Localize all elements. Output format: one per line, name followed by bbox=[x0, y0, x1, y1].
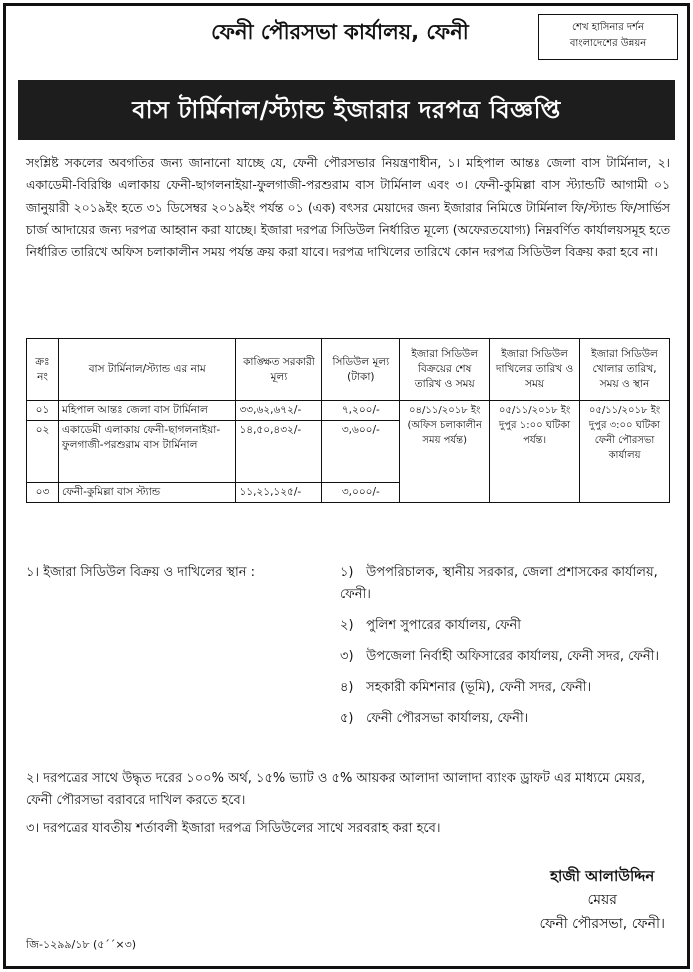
cell-price: ১১,২১,১২৫/- bbox=[236, 483, 322, 503]
header-price: কাঙ্ক্ষিত সরকারী মূল্য bbox=[236, 339, 322, 401]
list-item bbox=[340, 646, 670, 668]
cell-serial: ০১ bbox=[27, 401, 59, 421]
cell-serial: ০৩ bbox=[27, 483, 59, 503]
place-text: উপপরিচালক, স্থানীয় সরকার, জেলা প্রশাসকের কার্যালয়, ফেনী। bbox=[340, 565, 658, 602]
cell-name: একাডেমী এলাকায় ফেনী-ছাগলনাইয়া-ফুলগাজী-পরশুরাম বাস টার্মিনাল bbox=[58, 421, 236, 483]
cell-submission: ০৫/১১/২০১৮ ইং দুপুর ১:০০ ঘটিকা পর্যন্ত। bbox=[490, 401, 580, 503]
header-name: বাস টার্মিনাল/স্ট্যান্ড এর নাম bbox=[58, 339, 236, 401]
cell-opening: ০৫/১১/২০১৮ ইং দুপুর ৩:০০ ঘটিকা ফেনী পৌরসভা কার্যালয় bbox=[580, 401, 670, 503]
slogan-line-2: বাংলাদেশের উন্নয়ন bbox=[569, 38, 647, 49]
office-title: ফেনী পৌরসভা কার্যালয়, ফেনী bbox=[211, 20, 469, 44]
condition-3: ৩। দরপত্রের যাবতীয় শর্তাবলী ইজারা দরপত্র সিডিউলের সাথে সরবরাহ করা হবে। bbox=[26, 821, 441, 836]
header-schedule-price: সিডিউল মূল্য (টাকা) bbox=[322, 339, 400, 401]
cell-schedule-price: ৩,৬০০/- bbox=[322, 421, 400, 483]
place-number: ৫) bbox=[340, 711, 354, 726]
place-text: সহকারী কমিশনার (ভূমি), ফেনী সদর, ফেনী। bbox=[366, 680, 592, 695]
place-number: ৪) bbox=[340, 680, 354, 695]
place-text: পুলিশ সুপারের কার্যালয়, ফেনী bbox=[366, 618, 522, 633]
signatory-name: হাজী আলাউদ্দিন bbox=[550, 867, 655, 885]
header-sale-end: ইজারা সিডিউল বিক্রয়ের শেষ তারিখ ও সময় bbox=[400, 339, 490, 401]
intro-paragraph: সংশ্লিষ্ট সকলের অবগতির জন্য জানানো যাচ্ছে যে, ফেনী পৌরসভার নিয়ন্ত্রণাধীন, ১। মহিপাল আন্তঃ জেলা বাস টার্মিনাল, ২। একাডেমী-বিরিঞ্চি এলাকায় ফেনী-ছাগলনাইয়া-ফুলগাজী-পরশুরাম বাস টার্মিনাল এবং ৩। ফেনী-কুমিল্লা বাস স্ট্যান্ডটি আগামী ০১ জানুয়ারী ২০১৯ইং হতে ৩১ ডিসেম্বর ২০১৯ইং পর্যন্ত ০১ (এক) বৎসর মেয়াদের জন্য ইজারার নিমিত্তে টার্মিনাল ফি/স্ট্যান্ড ফি/সার্ভিস চার্জ আদায়ের জন্য দরপত্র আহ্বান করা যাচ্ছে। ইজারা দরপত্র সিডিউল নির্ধারিত মূল্যে (অফেরতযোগ্য) নিম্নবর্ণিত কার্যালয়সমূহ হতে নির্ধারিত তারিখে অফিস চলাকালীন সময় পর্যন্ত ক্রয় করা যাবে। দরপত্র দাখিলের তারিখে কোন দরপত্র সিডিউল বিক্রয় করা হবে না। bbox=[26, 155, 670, 260]
place-number: ৩) bbox=[340, 649, 354, 664]
table-header-row bbox=[27, 339, 670, 401]
cell-price: ৩৩,৬২,৬৭২/- bbox=[236, 401, 322, 421]
condition-2: ২। দরপত্রের সাথে উদ্ধৃত দরের ১০০% অর্থ, ১৫% ভ্যাট ও ৫% আয়কর আলাদা আলাদা ব্যাংক ড্রাফট এর মাধ্যমে মেয়র, ফেনী পৌরসভা বরাবরে দাখিল করতে হবে। bbox=[26, 771, 646, 808]
table-row bbox=[27, 401, 670, 421]
list-item bbox=[340, 708, 670, 730]
condition-1-heading: ১। ইজারা সিডিউল বিক্রয় ও দাখিলের স্থান : bbox=[26, 565, 255, 580]
signature-block bbox=[539, 864, 665, 936]
list-item bbox=[340, 562, 670, 606]
cell-serial: ০২ bbox=[27, 421, 59, 483]
place-text: ফেনী পৌরসভা কার্যালয়, ফেনী। bbox=[366, 711, 529, 726]
cell-name: ফেনী-কুমিল্লা বাস স্ট্যান্ড bbox=[58, 483, 236, 503]
header-opening: ইজারা সিডিউল খোলার তারিখ, সময় ও স্থান bbox=[580, 339, 670, 401]
reference-number: জি-১২৯৯/১৮ (৫´´×৩) bbox=[26, 938, 137, 951]
signatory-office: ফেনী পৌরসভা, ফেনী। bbox=[539, 916, 665, 932]
cell-name: মহিপাল আন্তঃ জেলা বাস টার্মিনাল bbox=[58, 401, 236, 421]
place-number: ১) bbox=[340, 565, 354, 580]
cell-schedule-price: ৭,২০০/- bbox=[322, 401, 400, 421]
slogan-box bbox=[538, 14, 678, 60]
list-item bbox=[340, 615, 670, 637]
header-submission: ইজারা সিডিউল দাখিলের তারিখ ও সময় bbox=[490, 339, 580, 401]
tender-table bbox=[26, 338, 670, 503]
place-text: উপজেলা নির্বাহী অফিসারের কার্যালয়, ফেনী সদর, ফেনী। bbox=[366, 649, 660, 664]
cell-price: ১৪,৫০,৪৩২/- bbox=[236, 421, 322, 483]
cell-schedule-price: ৩,০০০/- bbox=[322, 483, 400, 503]
notice-banner: বাস টার্মিনাল/স্ট্যান্ড ইজারার দরপত্র বিজ্ঞপ্তি bbox=[18, 80, 675, 140]
signatory-designation: মেয়র bbox=[587, 892, 617, 908]
slogan-line-1: শেখ হাসিনার দর্শন bbox=[571, 22, 645, 33]
place-number: ২) bbox=[340, 618, 354, 633]
list-item bbox=[340, 677, 670, 699]
cell-sale-end: ০৪/১১/২০১৮ ইং (অফিস চলাকালীন সময় পর্যন্ত) bbox=[400, 401, 490, 503]
header-serial: ক্রঃ নং bbox=[27, 339, 59, 401]
places-list bbox=[340, 562, 670, 739]
